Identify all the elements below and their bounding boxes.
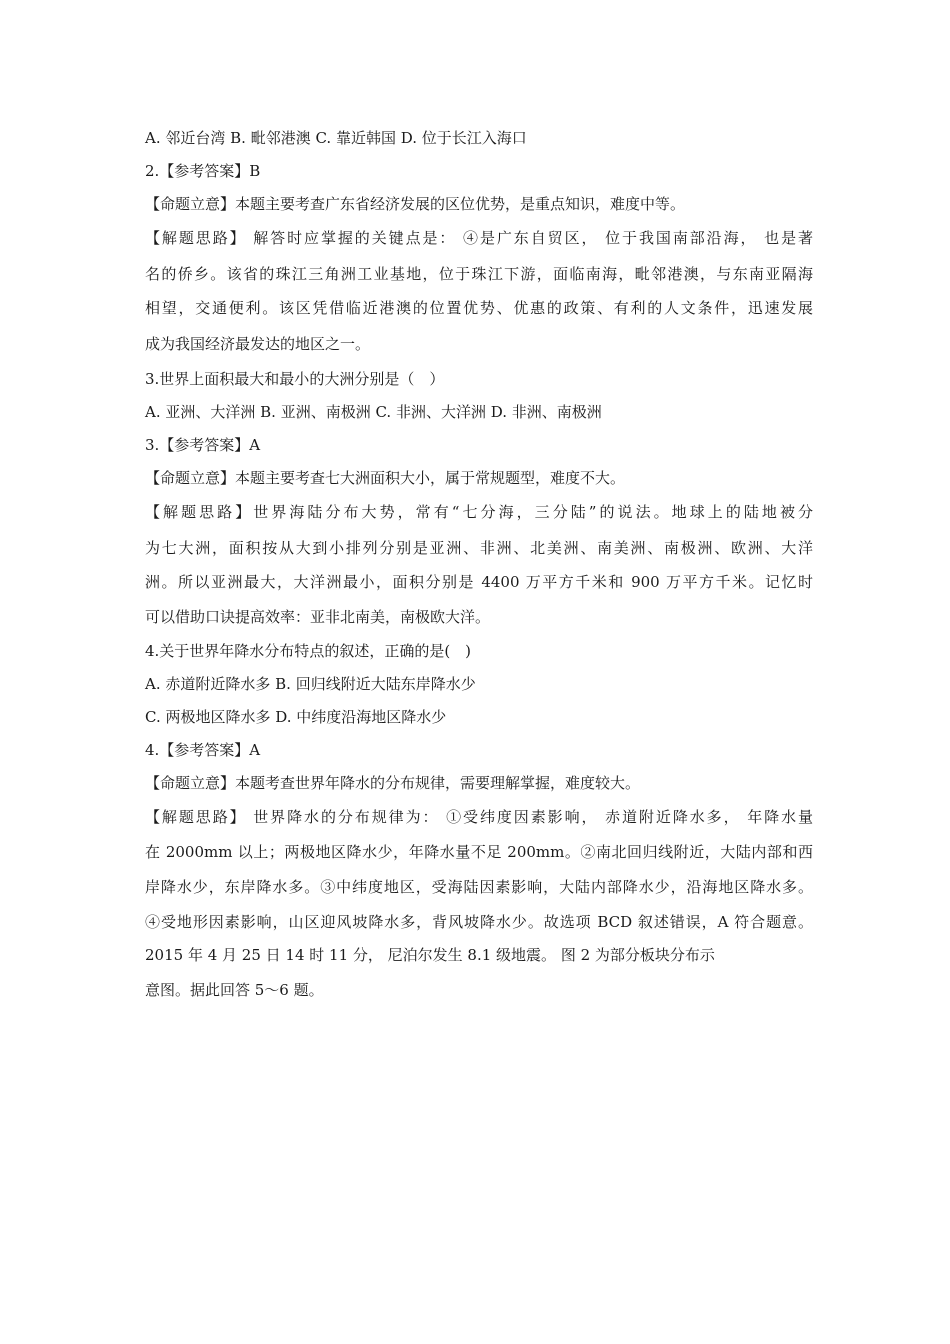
q3-options: A. 亚洲、大洋洲 B. 亚洲、南极洲 C. 非洲、大洋洲 D. 非洲、南极洲 [145,403,602,421]
q4-options-cd: C. 两极地区降水多 D. 中纬度沿海地区降水少 [145,708,447,726]
q1-options: A. 邻近台湾 B. 毗邻港澳 C. 靠近韩国 D. 位于长江入海口 [145,129,527,147]
q4-answer: 4.【参考答案】A [145,741,261,759]
q2-analysis-line-4: 成为我国经济最发达的地区之一。 [145,335,371,353]
q4-options-ab: A. 赤道附近降水多 B. 回归线附近大陆东岸降水少 [145,675,476,693]
q3-analysis-line-1: 【解题思路】世界海陆分布大势，常有“七分海，三分陆”的说法。地球上的陆地被分 [145,503,813,521]
q2-analysis-line-3: 相望，交通便利。该区凭借临近港澳的位置优势、优惠的政策、有利的人文条件，迅速发展 [145,299,813,317]
q2-analysis-line-2: 名的侨乡。该省的珠江三角洲工业基地，位于珠江下游，面临南海，毗邻港澳，与东南亚隔海 [145,265,813,283]
q2-analysis-line-1: 【解题思路】 解答时应掌握的关键点是： ④是广东自贸区， 位于我国南部沿海， 也是著 [145,229,813,247]
q4-analysis-line-4: ④受地形因素影响，山区迎风坡降水多，背风坡降水少。故选项 BCD 叙述错误，A 符合题意。 [145,913,813,931]
q2-answer: 2.【参考答案】B [145,162,261,180]
q3-answer: 3.【参考答案】A [145,436,261,454]
q5-intro-line-1: 2015 年 4 月 25 日 14 时 11 分， 尼泊尔发生 8.1 级地震。 图 2 为部分板块分布示 [145,946,715,964]
q5-intro-line-2: 意图。据此回答 5～6 题。 [145,981,324,999]
q4-analysis-line-1: 【解题思路】 世界降水的分布规律为： ①受纬度因素影响， 赤道附近降水多， 年降水量 [145,808,813,826]
q4-intent: 【命题立意】本题考查世界年降水的分布规律，需要理解掌握，难度较大。 [145,774,641,792]
q4-question: 4.关于世界年降水分布特点的叙述，正确的是( ) [145,642,472,660]
q2-intent: 【命题立意】本题主要考查广东省经济发展的区位优势，是重点知识，难度中等。 [145,195,686,213]
q4-analysis-line-3: 岸降水少，东岸降水多。③中纬度地区，受海陆因素影响，大陆内部降水少，沿海地区降水多。 [145,878,813,896]
q3-analysis-line-2: 为七大洲，面积按从大到小排列分别是亚洲、非洲、北美洲、南美洲、南极洲、欧洲、大洋 [145,539,813,557]
q3-question: 3.世界上面积最大和最小的大洲分别是（ ） [145,370,445,388]
q3-analysis-line-3: 洲。所以亚洲最大，大洋洲最小，面积分别是 4400 万平方千米和 900 万平方千米。记忆时 [145,573,813,591]
q3-analysis-line-4: 可以借助口诀提高效率：亚非北南美，南极欧大洋。 [145,608,491,626]
q4-analysis-line-2: 在 2000mm 以上；两极地区降水少，年降水量不足 200mm。②南北回归线附近，大陆内部和西 [145,843,813,861]
q3-intent: 【命题立意】本题主要考查七大洲面积大小，属于常规题型，难度不大。 [145,469,626,487]
